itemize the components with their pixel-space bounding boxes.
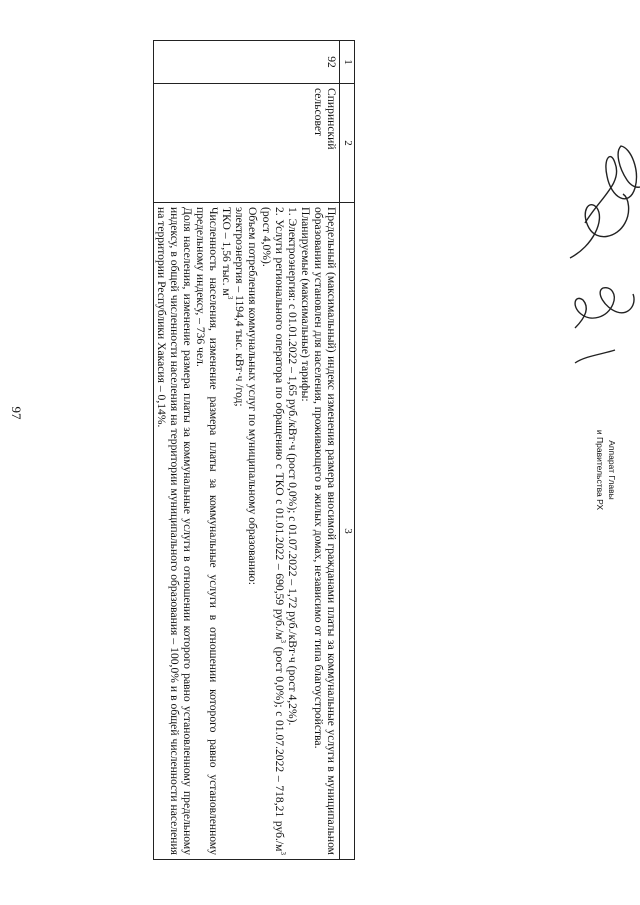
tariff-table xyxy=(153,40,355,860)
table-header-row xyxy=(340,41,355,860)
rotated-table-wrapper xyxy=(125,40,355,860)
stamp xyxy=(590,425,618,515)
paragraph-index: Предельный (максимальный) индекс изменения размера вносимой гражданами платы за коммунальные услуги в муниципальном образовании установлен для населения, проживающего в жилых домах, независимо от типа благоустройства. xyxy=(311,207,338,855)
tko-text-a: 2. Услуги регионального оператора по обращению с ТКО с 01.01.2022 – 690,59 руб./м xyxy=(272,207,286,640)
tko-volume-text: ТКО – 1,56 тыс. м xyxy=(220,207,234,296)
row-number: 92 xyxy=(153,41,339,84)
paragraph-population: Численность населения, изменение размера платы за коммунальные услуги в отношении которого равно установленному предельному индексу, – 736 чел. xyxy=(194,207,221,855)
paragraph-population-share: Доля населения, изменение размера платы за коммунальные услуги в отношении которого равно установленному предельному индексу, в общей численности населения на территории муниципального образования – 100,0% и в общей численности населения на территории Республики Хакасия – 0,14%. xyxy=(154,207,194,855)
column-header-3: 3 xyxy=(340,203,355,860)
paragraph-tko-volume xyxy=(220,207,233,855)
column-header-1: 1 xyxy=(340,41,355,84)
paragraph-tko xyxy=(259,207,285,855)
paragraph-consumption: Объем потребления коммунальных услуг по муниципальному образованию: xyxy=(246,207,260,585)
stamp-line-1: Аппарат Главы xyxy=(607,440,617,500)
paragraph-electricity: 1. Электроэнергия: с 01.01.2022 – 1,65 руб./кВт·ч (рост 0,0%); с 01.07.2022 – 1,72 руб./кВт·ч (рост 4,2%). xyxy=(285,207,299,726)
handwritten-signature xyxy=(545,128,640,368)
page-number: 97 xyxy=(9,406,24,420)
column-header-2: 2 xyxy=(340,84,355,203)
tariff-description xyxy=(153,203,339,860)
paragraph-planned-tariffs: Планируемые (максимальные) тарифы: xyxy=(298,207,312,402)
tko-volume-sup: 3 xyxy=(226,295,235,300)
stamp-line-2: и Правительства РХ xyxy=(595,429,605,511)
paragraph-electricity-volume: электроэнергия – 1194,4 тыс. кВт·ч /год; xyxy=(233,207,247,407)
tko-text-b: (рост 0,0%); с 01.07.2022 – 718,21 руб./м xyxy=(272,643,286,852)
municipality-name: Спиринский сельсовет xyxy=(153,84,339,203)
tko-sup-b: 3 xyxy=(278,851,287,855)
table-row xyxy=(153,41,339,860)
tko-sup-a: 3 xyxy=(278,639,287,644)
tko-text-c: (рост 4,0%). xyxy=(259,207,273,267)
